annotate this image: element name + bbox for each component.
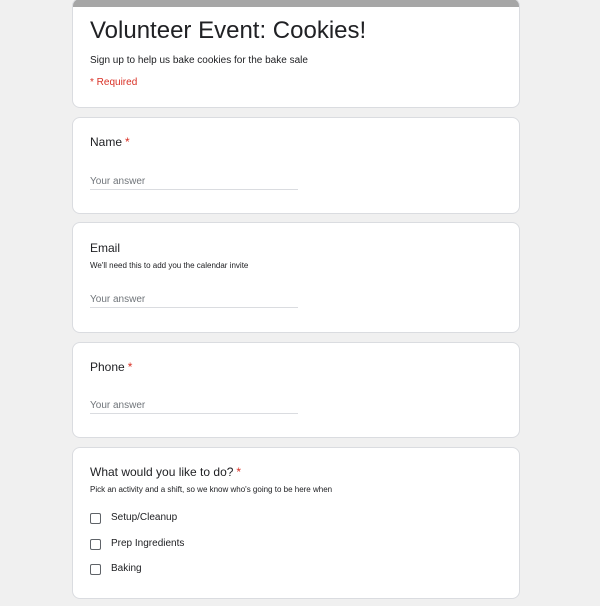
form-title: Volunteer Event: Cookies! <box>90 17 367 44</box>
option-label: Setup/Cleanup <box>111 512 178 523</box>
question-title-phone <box>90 360 132 375</box>
checkbox-icon[interactable] <box>90 513 101 524</box>
question-title-name <box>90 135 130 150</box>
question-title-activity <box>90 465 241 480</box>
option-label: Baking <box>111 563 142 574</box>
name-input[interactable] <box>90 174 298 190</box>
form-description: Sign up to help us bake cookies for the bake sale <box>90 55 308 66</box>
question-title-email <box>90 241 120 256</box>
question-card-email <box>72 222 520 333</box>
question-title-text: Email <box>90 241 121 255</box>
option-prep-ingredients[interactable] <box>90 536 184 552</box>
required-asterisk: * <box>125 135 130 149</box>
form-header-card <box>72 0 520 108</box>
required-note: * Required <box>90 77 138 88</box>
question-card-name <box>72 117 520 214</box>
question-title-text: Phone <box>90 360 125 374</box>
question-help-email: We'll need this to add you the calendar invite <box>90 261 249 270</box>
question-title-text: Name <box>90 135 123 149</box>
question-help-activity: Pick an activity and a shift, so we know who's going to be here when <box>90 485 333 494</box>
required-asterisk: * <box>236 465 242 479</box>
question-card-activity <box>72 447 520 599</box>
option-setup-cleanup[interactable] <box>90 510 177 526</box>
checkbox-icon[interactable] <box>90 564 101 575</box>
email-input[interactable] <box>90 292 298 308</box>
option-baking[interactable] <box>90 561 142 577</box>
question-card-phone <box>72 342 520 438</box>
question-title-text: What would you like to do? <box>90 465 234 479</box>
required-asterisk: * <box>127 360 133 374</box>
option-label: Prep Ingredients <box>111 538 185 549</box>
phone-input[interactable] <box>90 398 298 414</box>
checkbox-icon[interactable] <box>90 539 101 550</box>
header-accent-stripe <box>73 0 519 7</box>
